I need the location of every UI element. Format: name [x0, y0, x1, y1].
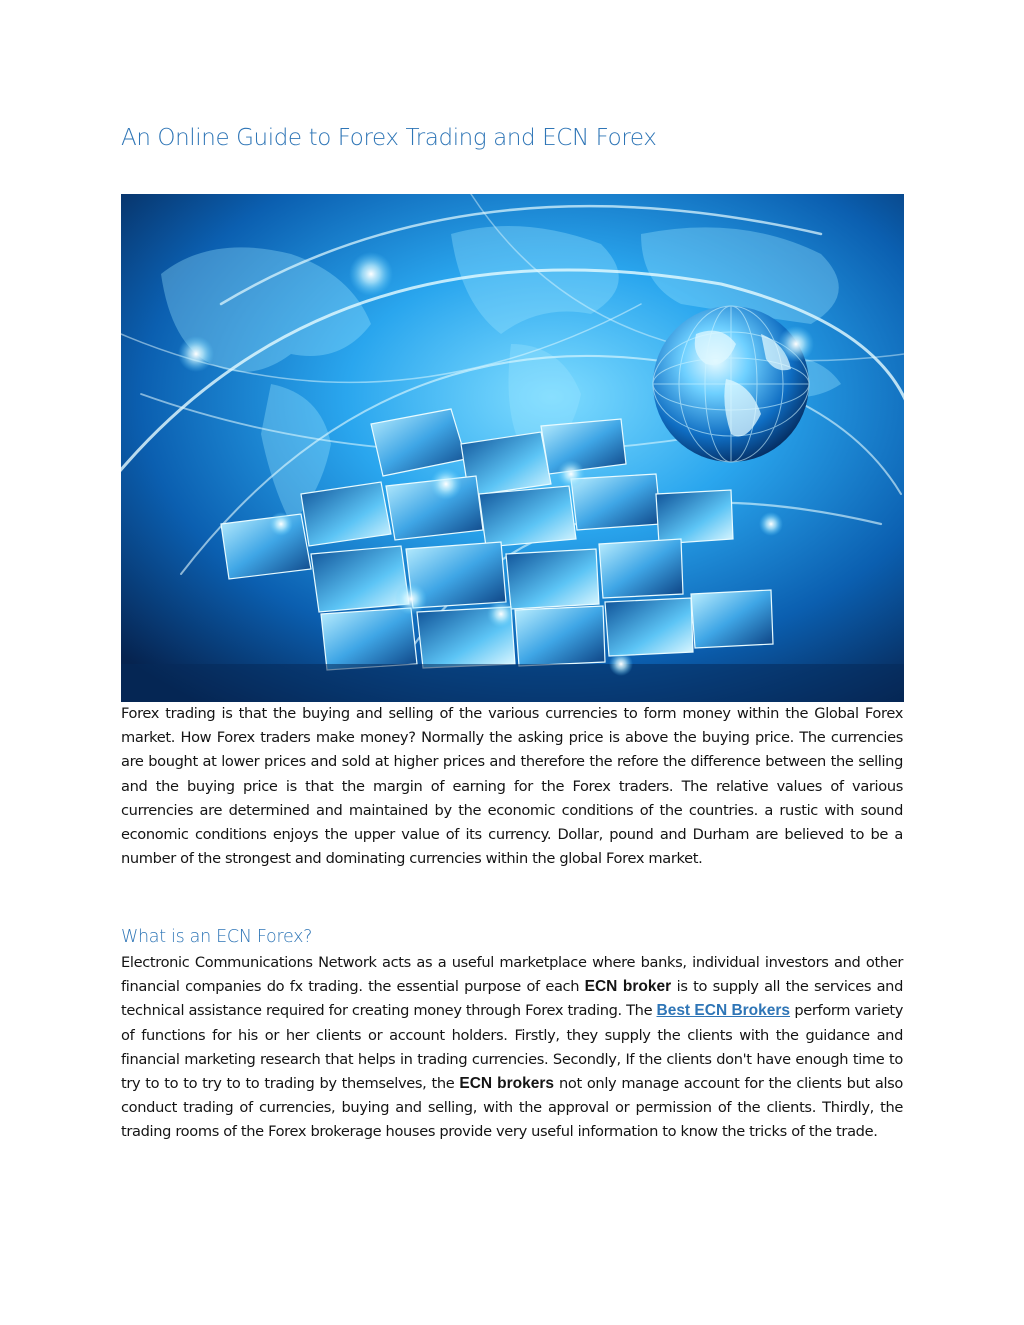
- section-text-1: Electronic Communications Network acts as a useful marketplace where banks, individual investors and other financial companies do fx trading. the essential purpose of each: [121, 954, 903, 996]
- globe-network-icon: [121, 194, 904, 702]
- section-text-3: perform variety of functions for his or her clients or account holders. Firstly, they supply the clients with the guidance and financial marketing research that helps in trading currencies. Secondly, If the clients don't have enough time to try to to to try to to trading by themselves, the: [121, 1002, 903, 1093]
- section-paragraph: [121, 951, 903, 1145]
- section-text-2: is to supply all the services and technical assistance required for creating money through Forex trading. The: [121, 978, 903, 1020]
- page-title: An Online Guide to Forex Trading and ECN Forex: [121, 125, 657, 151]
- hero-image: [121, 194, 904, 702]
- intro-paragraph: Forex trading is that the buying and selling of the various currencies to form money within the Global Forex market. How Forex traders make money? Normally the asking price is above the buying price. The currencies are bought at lower prices and sold at higher prices and therefore the refore the difference between the selling and the buying price is that the margin of earning for the Forex traders. The relative values of various currencies are determined and maintained by the economic conditions of the countries. a rustic with sound economic conditions enjoys the upper value of its currency. Dollar, pound and Durham are believed to be a number of the strongest and dominating currencies within the global Forex market.: [121, 705, 903, 868]
- ecn-broker-bold: ECN broker: [584, 978, 672, 996]
- section-heading: What is an ECN Forex?: [121, 927, 313, 947]
- ecn-brokers-bold: ECN brokers: [459, 1075, 554, 1093]
- best-ecn-brokers-link[interactable]: Best ECN Brokers: [656, 1002, 791, 1020]
- section-text-4: not only manage account for the clients but also conduct trading of currencies, buying and selling, with the approval or permission of the clients. Thirdly, the trading rooms of the Forex brokerage houses provide very useful information to know the tricks of the trade.: [121, 1075, 903, 1141]
